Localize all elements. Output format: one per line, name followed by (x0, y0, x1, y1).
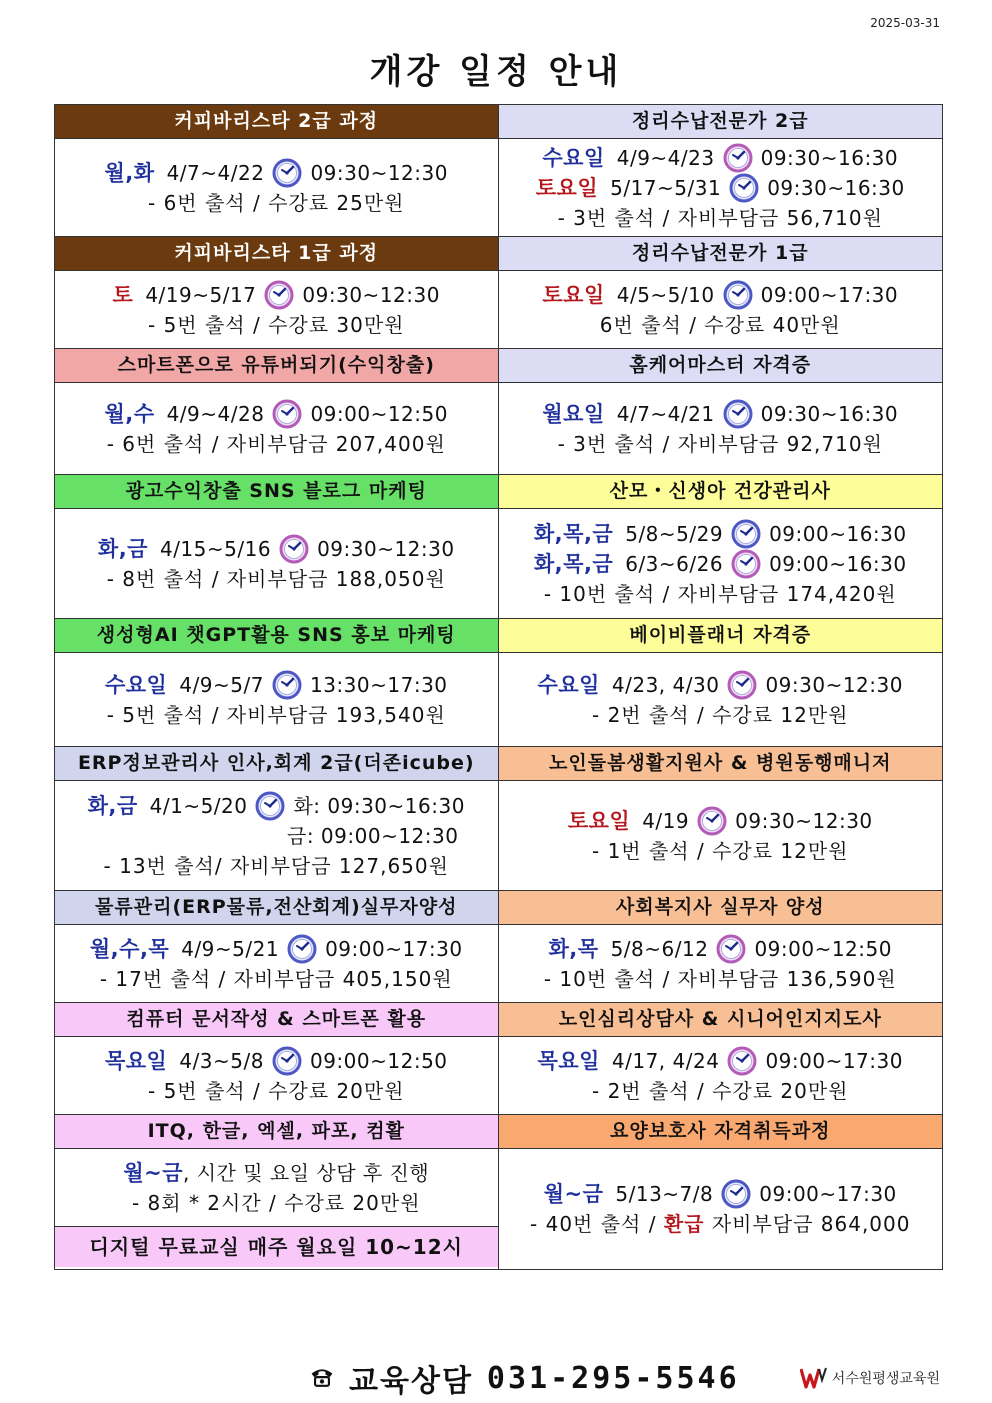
course-details (55, 509, 498, 619)
course-cell (55, 1003, 499, 1115)
course-title: 베이비플래너 자격증 (499, 619, 943, 653)
course-days: 수요일 (104, 672, 168, 697)
course-days: 토요일 (567, 808, 631, 833)
course-title: 물류관리(ERP물류,전산회계)실무자양성 (55, 891, 498, 925)
course-cell (499, 747, 943, 891)
course-cell (55, 105, 499, 237)
schedule-line (88, 791, 465, 821)
date-range: 4/9~4/23 (616, 145, 715, 170)
course-title: ERP정보관리사 인사,회계 2급(더존icube) (55, 747, 498, 781)
date-range: 4/3~5/8 (179, 1048, 264, 1073)
course-details (499, 1149, 943, 1269)
attendance-and-fee: - 5번 출석 / 자비부담금 193,540원 (106, 702, 446, 727)
class-time: 09:30~12:30 (765, 672, 903, 697)
date-range: 4/9~5/7 (179, 672, 264, 697)
schedule-line (94, 821, 458, 851)
schedule-line (105, 158, 448, 188)
course-details (55, 925, 498, 1003)
course-days: 목요일 (537, 1048, 600, 1073)
course-title: 산모・신생아 건강관리사 (499, 475, 943, 509)
course-days: 화,금 (97, 536, 148, 561)
class-time: 09:30~12:30 (310, 160, 448, 185)
org-name: 서수원평생교육원 (831, 1371, 940, 1387)
course-row (55, 237, 942, 349)
schedule-line (544, 1179, 897, 1209)
schedule-line (542, 399, 898, 429)
class-time: 09:30~12:30 (317, 536, 455, 561)
class-time: 09:00~16:30 (769, 521, 907, 546)
date-range: 4/17, 4/24 (611, 1048, 720, 1073)
course-title: 사회복지사 실무자 양성 (499, 891, 943, 925)
date-range: 5/8~6/12 (610, 936, 709, 961)
date-range: 4/9~5/21 (181, 936, 280, 961)
schedule-line (113, 280, 440, 310)
attendance-and-fee: - 8번 출석 / 자비부담금 188,050원 (106, 566, 446, 591)
schedule-line (549, 934, 892, 964)
course-details (55, 139, 498, 237)
course-days: 수요일 (542, 145, 605, 170)
clock-icon (272, 670, 302, 700)
schedule-line (568, 806, 873, 836)
clock-icon (697, 806, 727, 836)
schedule-line (538, 1046, 903, 1076)
org-logo (800, 1366, 940, 1390)
date-range: 6/3~6/26 (625, 551, 724, 576)
schedule-line (542, 143, 898, 173)
clock-icon (272, 399, 302, 429)
schedule-line (98, 534, 455, 564)
course-title: 커피바리스타 2급 과정 (55, 105, 498, 139)
class-time: 09:30~16:30 (760, 401, 899, 426)
class-time: 09:00~12:50 (754, 936, 892, 961)
course-days: 화,목,금 (533, 521, 614, 546)
attendance-and-fee (530, 1209, 910, 1239)
course-details (499, 1037, 943, 1115)
course-cell (55, 237, 499, 349)
attendance-and-fee: - 10번 출석 / 자비부담금 136,590원 (543, 966, 897, 991)
course-days: 월요일 (542, 401, 605, 426)
course-days: 화,목,금 (533, 551, 614, 576)
course-row (55, 475, 942, 619)
course-details (499, 383, 943, 475)
course-cell (55, 1115, 499, 1269)
course-title: 정리수납전문가 1급 (499, 237, 943, 271)
free-class-notice: 디지털 무료교실 매주 월요일 10~12시 (55, 1227, 498, 1267)
attendance-and-fee: - 6번 출석 / 자비부담금 207,400원 (106, 431, 446, 456)
attendance-and-fee: - 5번 출석 / 수강료 20만원 (148, 1078, 405, 1103)
course-days: 월~금 (543, 1182, 604, 1206)
class-time: 09:00~16:30 (769, 551, 907, 576)
course-days: 토 (112, 282, 134, 307)
course-days: 월~금 (123, 1160, 183, 1185)
class-time: 09:00~17:30 (765, 1048, 903, 1073)
schedule-line (538, 670, 903, 700)
course-days: 토요일 (535, 175, 599, 200)
clock-icon (716, 934, 746, 964)
course-days: 화,목 (548, 936, 599, 961)
clock-icon (727, 1046, 757, 1076)
clock-icon (272, 158, 302, 188)
course-cell (499, 1003, 943, 1115)
course-details (55, 1149, 498, 1227)
attendance-and-fee: - 2번 출석 / 수강료 20만원 (592, 1078, 849, 1103)
course-title: 생성형AI 챗GPT활용 SNS 홍보 마케팅 (55, 619, 498, 653)
schedule-note: , 시간 및 요일 상담 후 진행 (182, 1160, 430, 1185)
class-time: 09:00~12:50 (310, 401, 448, 426)
contact-line (305, 1356, 740, 1400)
schedule-line (534, 549, 907, 579)
course-cell (499, 237, 943, 349)
course-cell (55, 349, 499, 475)
date-range: 4/19~5/17 (145, 282, 257, 307)
course-cell (499, 475, 943, 619)
attendance-and-fee: - 3번 출석 / 자비부담금 92,710원 (557, 431, 883, 456)
class-time: 금: 09:00~12:30 (287, 823, 459, 848)
clock-icon (721, 1179, 751, 1209)
course-title: 홈케어마스터 자격증 (499, 349, 943, 383)
course-title: 노인돌봄생활지원사 & 병원동행매니저 (499, 747, 943, 781)
clock-icon (723, 399, 753, 429)
date-range: 4/19 (642, 808, 690, 833)
date-range: 4/1~5/20 (149, 793, 248, 818)
course-days: 목요일 (104, 1048, 168, 1073)
refund-badge: 환급 (663, 1212, 705, 1236)
date-range: 4/9~4/28 (166, 401, 265, 426)
course-title: 컴퓨터 문서작성 & 스마트폰 활용 (55, 1003, 498, 1037)
date-range: 4/23, 4/30 (611, 672, 720, 697)
fee-amount: 자비부담금 864,000 (711, 1212, 911, 1236)
page-title: 개강 일정 안내 (369, 52, 623, 92)
class-time: 09:00~12:50 (309, 1048, 448, 1073)
clock-icon (255, 791, 285, 821)
course-cell (499, 1115, 943, 1269)
course-row (55, 349, 942, 475)
course-details (499, 925, 943, 1003)
course-cell (499, 349, 943, 475)
clock-icon (264, 280, 294, 310)
date-range: 4/15~5/16 (159, 536, 272, 561)
class-time: 09:00~17:30 (760, 282, 899, 307)
attendance-and-fee: - 1번 출석 / 수강료 12만원 (592, 838, 849, 863)
course-title: 요양보호사 자격취득과정 (499, 1115, 943, 1149)
course-details (499, 509, 943, 619)
class-time: 09:30~16:30 (760, 145, 899, 170)
class-time: 09:30~12:30 (302, 282, 440, 307)
course-details (55, 383, 498, 475)
course-row (55, 1115, 942, 1269)
class-time: 09:00~17:30 (325, 936, 463, 961)
date-range: 4/5~5/10 (616, 282, 715, 307)
course-days: 수요일 (537, 672, 600, 697)
course-schedule-table (54, 104, 943, 1270)
class-time: 09:00~17:30 (759, 1182, 897, 1206)
attendance-and-fee: 6번 출석 / 수강료 40만원 (599, 312, 841, 337)
course-days: 월,수 (104, 401, 155, 426)
course-title: 광고수익창출 SNS 블로그 마케팅 (55, 475, 498, 509)
org-logo-icon (800, 1366, 828, 1390)
course-cell (55, 475, 499, 619)
schedule-line (534, 519, 907, 549)
attendance-and-fee: - 17번 출석 / 자비부담금 405,150원 (99, 966, 453, 991)
course-row (55, 891, 942, 1003)
attendance-count: - 40번 출석 / (530, 1212, 657, 1236)
date-range: 5/8~5/29 (625, 521, 724, 546)
contact-phone[interactable]: 031-295-5546 (486, 1360, 740, 1396)
course-details (55, 781, 498, 891)
course-details (499, 271, 943, 349)
course-details (499, 781, 943, 891)
course-row (55, 105, 942, 237)
course-cell (55, 619, 499, 747)
course-title: 스마트폰으로 유튜버되기(수익창출) (55, 349, 498, 383)
course-days: 화,금 (87, 793, 138, 818)
date-range: 5/17~5/31 (610, 175, 722, 200)
clock-icon (279, 534, 309, 564)
course-row (55, 747, 942, 891)
schedule-line (123, 1158, 429, 1188)
class-time: 09:30~16:30 (767, 175, 905, 200)
clock-icon (729, 173, 759, 203)
course-title: 정리수납전문가 2급 (499, 105, 943, 139)
course-title: 노인심리상담사 & 시니어인지지도사 (499, 1003, 943, 1037)
attendance-and-fee: - 10번 출석 / 자비부담금 174,420원 (543, 581, 897, 606)
course-title: 커피바리스타 1급 과정 (55, 237, 498, 271)
course-row (55, 619, 942, 747)
course-details (499, 139, 943, 237)
attendance-and-fee: - 5번 출석 / 수강료 30만원 (148, 312, 405, 337)
schedule-line (542, 280, 898, 310)
attendance-and-fee: - 3번 출석 / 자비부담금 56,710원 (557, 205, 883, 230)
date-range: 4/7~4/22 (166, 160, 265, 185)
course-cell (499, 891, 943, 1003)
course-details (499, 653, 943, 747)
course-details (55, 271, 498, 349)
course-details (55, 1037, 498, 1115)
class-time: 화: 09:30~16:30 (293, 793, 465, 818)
document-date: 2025-03-31 (870, 16, 940, 30)
clock-icon (731, 519, 761, 549)
course-cell (499, 105, 943, 237)
date-range: 5/13~7/8 (615, 1182, 714, 1206)
schedule-line (105, 670, 448, 700)
class-time: 13:30~17:30 (309, 672, 448, 697)
clock-icon (287, 934, 317, 964)
attendance-and-fee: - 13번 출석/ 자비부담금 127,650원 (103, 853, 449, 878)
date-range: 4/7~4/21 (616, 401, 715, 426)
clock-icon (727, 670, 757, 700)
course-details (55, 653, 498, 747)
contact-label: 교육상담 (349, 1364, 473, 1399)
attendance-and-fee: - 8회 * 2시간 / 수강료 20만원 (131, 1190, 421, 1215)
schedule-line (105, 399, 448, 429)
schedule-line (90, 934, 463, 964)
attendance-and-fee: - 6번 출석 / 수강료 25만원 (148, 190, 405, 215)
course-title: ITQ, 한글, 엑셀, 파포, 컴활 (55, 1115, 498, 1149)
course-row (55, 1003, 942, 1115)
class-time: 09:30~12:30 (735, 808, 873, 833)
clock-icon (731, 549, 761, 579)
clock-icon (723, 280, 753, 310)
course-days: 토요일 (542, 282, 605, 307)
telephone-icon (305, 1365, 339, 1391)
clock-icon (272, 1046, 302, 1076)
clock-icon (723, 143, 753, 173)
attendance-and-fee: - 2번 출석 / 수강료 12만원 (592, 702, 849, 727)
schedule-line (536, 173, 905, 203)
schedule-line (105, 1046, 448, 1076)
course-cell (499, 619, 943, 747)
course-cell (55, 747, 499, 891)
course-days: 월,화 (104, 160, 155, 185)
course-days: 월,수,목 (89, 936, 170, 961)
course-cell (55, 891, 499, 1003)
